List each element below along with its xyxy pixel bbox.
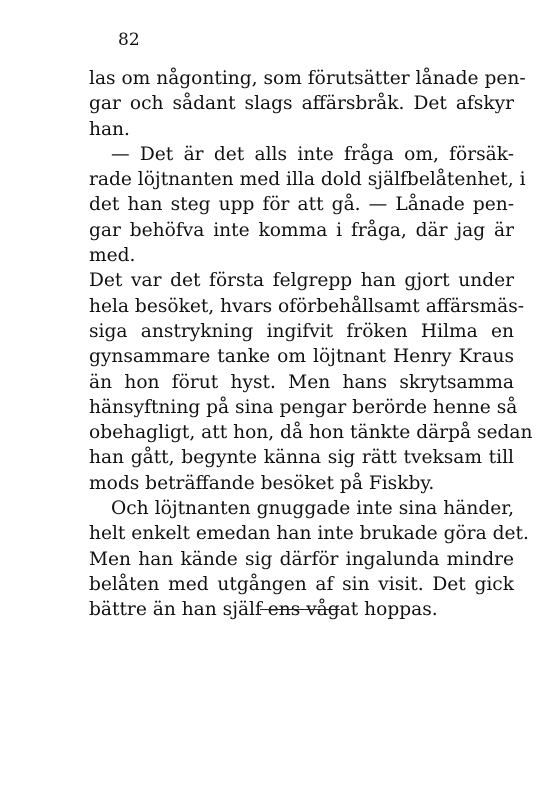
text-line: än hon förut hyst. Men hans skrytsamma <box>89 371 514 393</box>
text-line: gar och sådant slags affärsbråk. Det afskyr <box>89 93 514 115</box>
text-line: belåten med utgången af sin visit. Det gick <box>89 573 514 595</box>
page-number: 82 <box>118 30 140 50</box>
text-line: mods beträffande besöket på Fiskby. <box>89 472 435 494</box>
text-line: gar behöfva inte komma i fråga, där jag är <box>89 219 514 241</box>
text-line: siga anstrykning ingifvit fröken Hilma en <box>89 320 514 342</box>
body-text <box>89 66 533 623</box>
text-line: han. <box>89 118 130 140</box>
text-line: hänsyftning på sina pengar berörde henne så <box>89 396 518 418</box>
text-line: helt enkelt emedan han inte brukade göra det. <box>89 523 529 545</box>
text-line: gynsammare tanke om löjtnant Henry Kraus <box>89 346 514 368</box>
text-line: det han steg upp för att gå. — Lånade pen- <box>89 194 514 216</box>
text-line: med. <box>89 245 136 267</box>
text-line: bättre än han själf ens vågat hoppas. <box>89 599 438 621</box>
section-divider <box>260 609 340 610</box>
text-line: Och löjtnanten gnuggade inte sina händer, <box>111 498 514 520</box>
text-line: Men han kände sig därför ingalunda mindre <box>89 548 514 570</box>
text-line: Det var det första felgrepp han gjort under <box>89 270 514 292</box>
text-line: hela besöket, hvars oförbehållsamt affärsmäs- <box>89 295 525 317</box>
text-line: las om någonting, som förutsätter lånade pen- <box>89 68 526 89</box>
text-line: rade löjtnanten med illa dold själfbelåtenhet, i <box>89 169 526 191</box>
text-line: han gått, begynte känna sig rätt tveksam till <box>89 447 514 469</box>
text-line: — Det är det alls inte fråga om, försäk- <box>111 143 514 165</box>
text-line: obehagligt, att hon, då hon tänkte därpå sedan <box>89 422 533 444</box>
